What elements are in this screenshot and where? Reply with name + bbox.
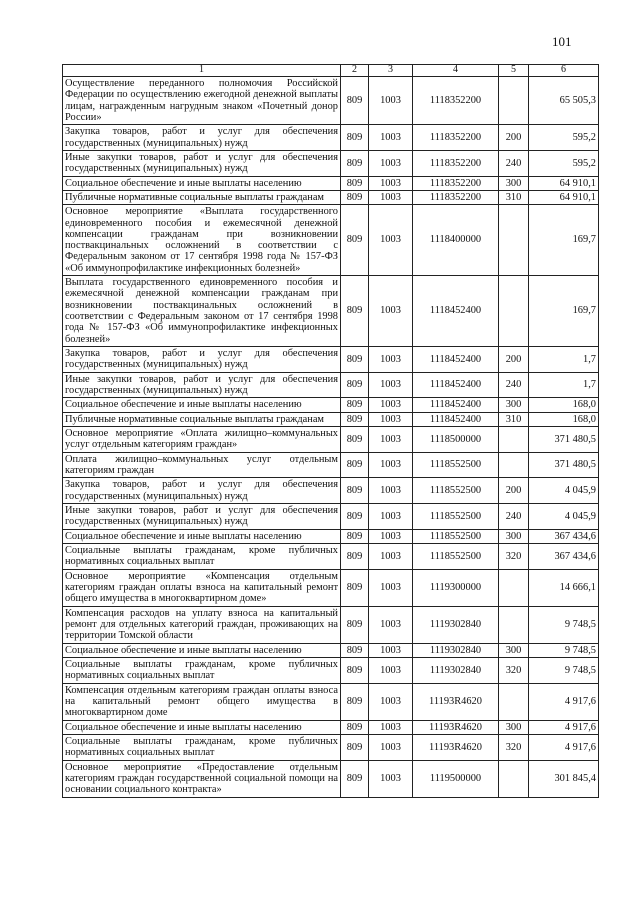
expense-type-cell: 200	[499, 347, 529, 373]
amount-cell: 9 748,5	[529, 657, 599, 683]
row-name-cell: Социальное обеспечение и иные выплаты населению	[63, 529, 341, 543]
row-name-cell: Социальные выплаты гражданам, кроме публичных нормативных социальных выплат	[63, 657, 341, 683]
target-article-cell: 11193R4620	[413, 683, 499, 720]
section-code-cell: 1003	[369, 544, 413, 570]
ministry-code-cell: 809	[341, 452, 369, 478]
row-name-cell: Социальные выплаты гражданам, кроме публичных нормативных социальных выплат	[63, 734, 341, 760]
ministry-code-cell: 809	[341, 657, 369, 683]
row-name-cell: Социальное обеспечение и иные выплаты населению	[63, 398, 341, 412]
section-code-cell: 1003	[369, 205, 413, 276]
ministry-code-cell: 809	[341, 205, 369, 276]
ministry-code-cell: 809	[341, 76, 369, 124]
amount-cell: 169,7	[529, 205, 599, 276]
section-code-cell: 1003	[369, 372, 413, 398]
section-code-cell: 1003	[369, 720, 413, 734]
section-code-cell: 1003	[369, 276, 413, 347]
ministry-code-cell: 809	[341, 529, 369, 543]
ministry-code-cell: 809	[341, 150, 369, 176]
expense-type-cell	[499, 205, 529, 276]
row-name-cell: Основное мероприятие «Оплата жилищно–коммунальных услуг отдельным категориям граждан»	[63, 427, 341, 453]
section-code-cell: 1003	[369, 125, 413, 151]
amount-cell: 595,2	[529, 125, 599, 151]
expense-type-cell	[499, 760, 529, 797]
expense-type-cell: 300	[499, 720, 529, 734]
column-header: 4	[413, 65, 499, 77]
target-article-cell: 1118552500	[413, 504, 499, 530]
amount-cell: 595,2	[529, 150, 599, 176]
row-name-cell: Публичные нормативные социальные выплаты гражданам	[63, 412, 341, 426]
table-row	[63, 569, 599, 606]
section-code-cell: 1003	[369, 478, 413, 504]
table-row	[63, 504, 599, 530]
section-code-cell: 1003	[369, 176, 413, 190]
target-article-cell: 1118552500	[413, 478, 499, 504]
target-article-cell: 1118352200	[413, 76, 499, 124]
ministry-code-cell: 809	[341, 372, 369, 398]
expense-type-cell	[499, 683, 529, 720]
section-code-cell: 1003	[369, 569, 413, 606]
budget-table	[62, 64, 599, 798]
expense-type-cell: 320	[499, 544, 529, 570]
expense-type-cell: 310	[499, 412, 529, 426]
expense-type-cell	[499, 569, 529, 606]
table-row	[63, 398, 599, 412]
target-article-cell: 1118400000	[413, 205, 499, 276]
table-row	[63, 452, 599, 478]
target-article-cell: 1118352200	[413, 150, 499, 176]
expense-type-cell: 300	[499, 398, 529, 412]
target-article-cell: 1118452400	[413, 412, 499, 426]
expense-type-cell	[499, 606, 529, 643]
table-row	[63, 529, 599, 543]
table-row	[63, 544, 599, 570]
section-code-cell: 1003	[369, 190, 413, 204]
ministry-code-cell: 809	[341, 504, 369, 530]
expense-type-cell: 300	[499, 643, 529, 657]
amount-cell: 1,7	[529, 347, 599, 373]
table-row	[63, 606, 599, 643]
target-article-cell: 1119302840	[413, 606, 499, 643]
ministry-code-cell: 809	[341, 760, 369, 797]
target-article-cell: 1119302840	[413, 657, 499, 683]
page-number: 101	[552, 34, 572, 49]
expense-type-cell: 200	[499, 125, 529, 151]
section-code-cell: 1003	[369, 760, 413, 797]
table-row	[63, 720, 599, 734]
ministry-code-cell: 809	[341, 412, 369, 426]
row-name-cell: Основное мероприятие «Предоставление отдельным категориям граждан государственной социальной помощи на основании социального контракта»	[63, 760, 341, 797]
table-row	[63, 760, 599, 797]
expense-type-cell: 240	[499, 372, 529, 398]
table-row	[63, 734, 599, 760]
ministry-code-cell: 809	[341, 478, 369, 504]
ministry-code-cell: 809	[341, 683, 369, 720]
table-row	[63, 372, 599, 398]
target-article-cell: 11193R4620	[413, 734, 499, 760]
target-article-cell: 1118552500	[413, 544, 499, 570]
amount-cell: 4 917,6	[529, 734, 599, 760]
expense-type-cell	[499, 276, 529, 347]
ministry-code-cell: 809	[341, 125, 369, 151]
amount-cell: 9 748,5	[529, 606, 599, 643]
ministry-code-cell: 809	[341, 643, 369, 657]
table-row	[63, 150, 599, 176]
row-name-cell: Иные закупки товаров, работ и услуг для обеспечения государственных (муниципальных) нужд	[63, 372, 341, 398]
row-name-cell: Компенсация отдельным категориям граждан оплаты взноса на капитальный ремонт общего имущества в многоквартирном доме	[63, 683, 341, 720]
column-header: 5	[499, 65, 529, 77]
row-name-cell: Социальное обеспечение и иные выплаты населению	[63, 720, 341, 734]
ministry-code-cell: 809	[341, 720, 369, 734]
amount-cell: 168,0	[529, 412, 599, 426]
ministry-code-cell: 809	[341, 276, 369, 347]
table-row	[63, 205, 599, 276]
row-name-cell: Закупка товаров, работ и услуг для обеспечения государственных (муниципальных) нужд	[63, 347, 341, 373]
target-article-cell: 1118352200	[413, 190, 499, 204]
column-header: 1	[63, 65, 341, 77]
ministry-code-cell: 809	[341, 398, 369, 412]
row-name-cell: Основное мероприятие «Выплата государственного единовременного пособия и ежемесячной денежной компенсации гражданам при возникновении поствакцинальных осложнений в соответствии с Федеральным законом от 17 сентября 1998 года № 157-ФЗ «Об иммунопрофилактике инфекционных болезней»	[63, 205, 341, 276]
amount-cell: 1,7	[529, 372, 599, 398]
expense-type-cell: 300	[499, 176, 529, 190]
target-article-cell: 1118452400	[413, 347, 499, 373]
expense-type-cell: 240	[499, 150, 529, 176]
row-name-cell: Социальное обеспечение и иные выплаты населению	[63, 176, 341, 190]
amount-cell: 169,7	[529, 276, 599, 347]
expense-type-cell: 320	[499, 734, 529, 760]
target-article-cell: 1118452400	[413, 372, 499, 398]
table-row	[63, 125, 599, 151]
target-article-cell: 1118500000	[413, 427, 499, 453]
amount-cell: 371 480,5	[529, 452, 599, 478]
expense-type-cell	[499, 452, 529, 478]
section-code-cell: 1003	[369, 150, 413, 176]
amount-cell: 65 505,3	[529, 76, 599, 124]
target-article-cell: 1118552500	[413, 452, 499, 478]
target-article-cell: 1119302840	[413, 643, 499, 657]
row-name-cell: Закупка товаров, работ и услуг для обеспечения государственных (муниципальных) нужд	[63, 125, 341, 151]
expense-type-cell: 200	[499, 478, 529, 504]
ministry-code-cell: 809	[341, 569, 369, 606]
ministry-code-cell: 809	[341, 190, 369, 204]
target-article-cell: 11193R4620	[413, 720, 499, 734]
table-row	[63, 427, 599, 453]
target-article-cell: 1119300000	[413, 569, 499, 606]
ministry-code-cell: 809	[341, 427, 369, 453]
amount-cell: 301 845,4	[529, 760, 599, 797]
row-name-cell: Социальное обеспечение и иные выплаты населению	[63, 643, 341, 657]
target-article-cell: 1118352200	[413, 176, 499, 190]
amount-cell: 4 917,6	[529, 683, 599, 720]
row-name-cell: Социальные выплаты гражданам, кроме публичных нормативных социальных выплат	[63, 544, 341, 570]
row-name-cell: Публичные нормативные социальные выплаты гражданам	[63, 190, 341, 204]
section-code-cell: 1003	[369, 504, 413, 530]
target-article-cell: 1119500000	[413, 760, 499, 797]
expense-type-cell: 240	[499, 504, 529, 530]
row-name-cell: Компенсация расходов на уплату взноса на капитальный ремонт для отдельных категорий граждан, проживающих на территории Томской области	[63, 606, 341, 643]
amount-cell: 367 434,6	[529, 544, 599, 570]
amount-cell: 4 045,9	[529, 504, 599, 530]
amount-cell: 4 917,6	[529, 720, 599, 734]
amount-cell: 64 910,1	[529, 176, 599, 190]
table-row	[63, 276, 599, 347]
ministry-code-cell: 809	[341, 544, 369, 570]
target-article-cell: 1118452400	[413, 398, 499, 412]
ministry-code-cell: 809	[341, 606, 369, 643]
table-row	[63, 657, 599, 683]
table-row	[63, 176, 599, 190]
section-code-cell: 1003	[369, 452, 413, 478]
target-article-cell: 1118552500	[413, 529, 499, 543]
expense-type-cell: 320	[499, 657, 529, 683]
row-name-cell: Иные закупки товаров, работ и услуг для обеспечения государственных (муниципальных) нужд	[63, 504, 341, 530]
section-code-cell: 1003	[369, 347, 413, 373]
table-row	[63, 683, 599, 720]
amount-cell: 367 434,6	[529, 529, 599, 543]
expense-type-cell: 310	[499, 190, 529, 204]
column-number-row	[63, 65, 599, 77]
section-code-cell: 1003	[369, 683, 413, 720]
row-name-cell: Осуществление переданного полномочия Российской Федерации по осуществлению ежегодной денежной выплаты лицам, награжденным нагрудным знаком «Почетный донор России»	[63, 76, 341, 124]
section-code-cell: 1003	[369, 529, 413, 543]
amount-cell: 9 748,5	[529, 643, 599, 657]
section-code-cell: 1003	[369, 734, 413, 760]
section-code-cell: 1003	[369, 606, 413, 643]
row-name-cell: Оплата жилищно–коммунальных услуг отдельным категориям граждан	[63, 452, 341, 478]
target-article-cell: 1118452400	[413, 276, 499, 347]
section-code-cell: 1003	[369, 643, 413, 657]
expense-type-cell: 300	[499, 529, 529, 543]
column-header: 6	[529, 65, 599, 77]
ministry-code-cell: 809	[341, 176, 369, 190]
expense-type-cell	[499, 76, 529, 124]
table-row	[63, 76, 599, 124]
table-row	[63, 190, 599, 204]
amount-cell: 168,0	[529, 398, 599, 412]
expense-type-cell	[499, 427, 529, 453]
row-name-cell: Выплата государственного единовременного пособия и ежемесячной денежной компенсации гражданам при возникновении поствакцинальных осложнений в соответствии с Федеральным законом от 17 сентября 1998 года № 157-ФЗ «Об иммунопрофилактике инфекционных болезней»	[63, 276, 341, 347]
section-code-cell: 1003	[369, 657, 413, 683]
table-row	[63, 478, 599, 504]
ministry-code-cell: 809	[341, 734, 369, 760]
table-row	[63, 643, 599, 657]
ministry-code-cell: 809	[341, 347, 369, 373]
section-code-cell: 1003	[369, 412, 413, 426]
row-name-cell: Иные закупки товаров, работ и услуг для обеспечения государственных (муниципальных) нужд	[63, 150, 341, 176]
amount-cell: 14 666,1	[529, 569, 599, 606]
amount-cell: 4 045,9	[529, 478, 599, 504]
table-row	[63, 347, 599, 373]
section-code-cell: 1003	[369, 427, 413, 453]
column-header: 3	[369, 65, 413, 77]
column-header: 2	[341, 65, 369, 77]
target-article-cell: 1118352200	[413, 125, 499, 151]
table-row	[63, 412, 599, 426]
section-code-cell: 1003	[369, 76, 413, 124]
row-name-cell: Закупка товаров, работ и услуг для обеспечения государственных (муниципальных) нужд	[63, 478, 341, 504]
amount-cell: 371 480,5	[529, 427, 599, 453]
amount-cell: 64 910,1	[529, 190, 599, 204]
row-name-cell: Основное мероприятие «Компенсация отдельным категориям граждан оплаты взноса на капитальный ремонт общего имущества в многоквартирном доме»	[63, 569, 341, 606]
section-code-cell: 1003	[369, 398, 413, 412]
